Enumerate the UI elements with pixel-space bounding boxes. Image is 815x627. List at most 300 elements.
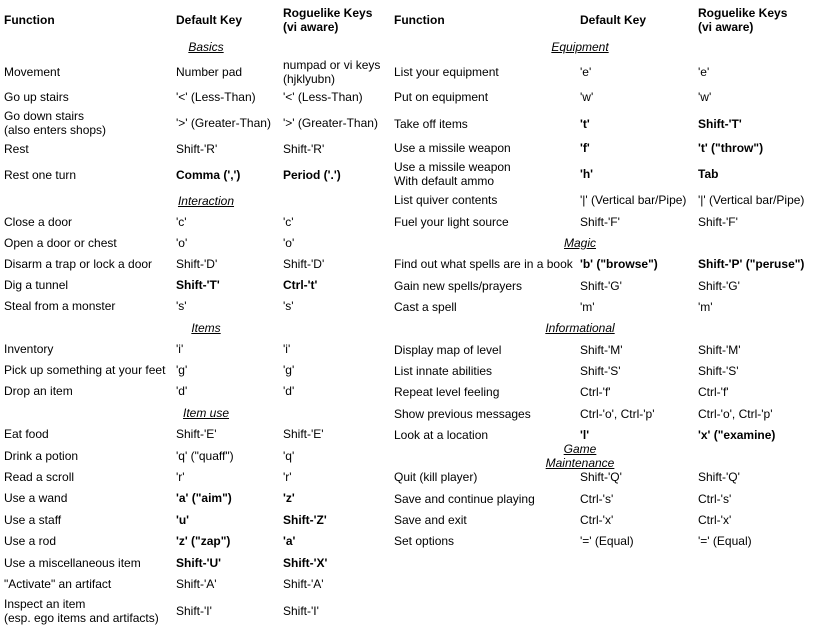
section-title: Equipment [551,39,609,54]
cell-text: numpad or vi keys [283,57,381,72]
cell-text: 'g' [176,363,188,377]
cell-text: Shift-'M' [580,343,623,357]
cell-text: Number pad [176,64,243,79]
table-row [0,360,390,380]
cell-text: Display map of level [394,343,502,357]
table-row [0,531,390,551]
table-row [0,381,390,401]
section-heading [390,40,815,53]
default-key-cell [580,4,646,36]
default-key-cell [176,296,187,316]
cell-text: 'a' [283,534,296,548]
cell-text: Default Key [176,13,243,27]
roguelike-key-cell [283,57,380,86]
cell-text: Shift-'E' [283,427,324,441]
roguelike-key-cell [283,552,327,573]
default-key-cell [580,531,634,551]
table-row [0,275,390,295]
function-cell [394,4,445,36]
roguelike-key-cell [283,381,294,401]
section-title: Items [191,321,221,335]
cell-text: 'o' [176,235,188,250]
default-key-cell [176,162,240,187]
default-key-cell [176,233,187,252]
cell-text: Shift-'R' [283,141,325,156]
default-key-cell [176,275,220,295]
cell-text: Shift-'Q' [580,470,622,484]
cell-text: Dig a tunnel [4,278,69,292]
cell-text: Ctrl-'x' [580,513,614,527]
cell-text: Ctrl-'o', Ctrl-'p' [698,406,773,421]
table-row [0,108,390,138]
table-row [390,403,815,424]
table-row [0,162,390,187]
function-cell [4,212,72,231]
cell-text: Inspect an item [4,596,86,611]
cell-text: '>' (Greater-Than) [283,116,378,130]
function-cell [4,162,76,187]
function-cell [4,296,115,316]
function-cell [394,57,499,86]
roguelike-key-cell [283,275,317,295]
cell-text: Cast a spell [394,300,457,314]
cell-text: Shift-'I' [176,603,212,618]
cell-text: Ctrl-'t' [283,278,318,292]
roguelike-key-cell [283,531,295,551]
section-title: Interaction [177,193,235,208]
roguelike-key-cell [698,4,787,36]
cell-text: Period ('.') [283,167,341,182]
roguelike-key-cell [283,360,294,380]
roguelike-key-cell [283,212,294,231]
table-row [0,212,390,231]
cell-text: 'e' [698,64,710,79]
cell-text: '<' (Less-Than) [176,90,256,104]
cell-text: Close a door [4,214,73,229]
default-key-cell [580,340,623,360]
default-key-cell [580,253,658,275]
default-key-cell [176,488,232,508]
roguelike-key-cell [283,339,290,359]
roguelike-key-cell [283,488,295,508]
section-heading [390,441,815,470]
cell-text: Quit (kill player) [394,470,478,484]
function-cell [4,424,49,444]
function-cell [4,57,60,86]
default-key-cell [176,339,183,359]
function-cell [4,574,111,594]
cell-text: Pick up something at your feet [4,363,166,377]
default-key-cell [580,113,590,134]
cell-text: 'u' [176,512,190,527]
cell-text: '|' (Vertical bar/Pipe) [580,193,687,207]
roguelike-key-cell [283,296,294,316]
cell-text: Ctrl-'s' [698,491,732,506]
table-row [390,531,815,551]
cell-text: 't' ("throw") [698,141,764,155]
function-cell [4,445,78,466]
roguelike-key-cell [283,424,324,444]
function-cell [394,467,477,487]
cell-text: '|' (Vertical bar/Pipe) [698,193,805,207]
cell-text: 'f' [580,141,590,155]
function-cell [394,253,573,275]
cell-text: 'i' [283,342,291,356]
roguelike-key-cell [283,108,378,138]
cell-text: Show previous messages [394,406,531,421]
table-row [0,57,390,86]
cell-text: '=' (Equal) [580,534,634,548]
cell-text: Take off items [394,116,468,131]
function-cell [394,510,467,530]
cell-text: (vi aware) [698,20,754,34]
table-row [0,574,390,594]
table-row [390,382,815,402]
cell-text: 'z' [283,491,295,505]
section-heading [0,40,390,53]
default-key-cell [176,509,189,530]
cell-text: 'd' [176,384,188,398]
table-row [0,467,390,487]
cell-text: Shift-'I' [283,603,319,618]
table-row [0,595,390,626]
cell-text: "Activate" an artifact [4,577,112,591]
roguelike-key-cell [283,254,324,274]
cell-text: 'i' [176,342,184,356]
cell-text: 'b' ("browse") [580,257,658,271]
cell-text: (also enters shops) [4,123,107,137]
cell-text: (esp. ego items and artifacts) [4,610,159,625]
default-key-cell [580,382,611,402]
cell-text: Ctrl-'x' [698,513,732,527]
default-key-cell [580,488,613,509]
cell-text: Use a staff [4,512,62,527]
cell-text: Set options [394,534,455,548]
cell-text: Function [394,13,445,27]
default-key-cell [176,360,187,380]
default-key-cell [580,467,622,487]
table-row [390,297,815,317]
function-cell [394,382,499,402]
cell-text: List your equipment [394,64,499,79]
cell-text: Ctrl-'f' [698,385,729,399]
table-row [390,138,815,158]
roguelike-key-cell [283,233,294,252]
cell-text: 'c' [283,214,294,229]
table-row [390,361,815,381]
table-row [390,113,815,134]
function-cell [394,340,501,360]
roguelike-key-cell [698,403,773,424]
roguelike-key-cell [698,113,742,134]
default-key-cell [176,57,242,86]
default-key-cell [176,574,217,594]
section-heading [0,404,390,422]
default-key-cell [580,211,620,232]
cell-text: Disarm a trap or lock a door [4,257,153,271]
roguelike-key-cell [283,87,363,107]
section-heading [0,192,390,209]
cell-text: Shift-'D' [283,257,325,271]
function-cell [4,531,56,551]
table-row [0,233,390,252]
cell-text: (vi aware) [283,20,339,34]
roguelike-key-cell [283,467,292,487]
cell-text: '>' (Greater-Than) [176,116,271,130]
function-cell [394,276,522,296]
default-key-cell [176,552,221,573]
cell-text: Shift-'F' [698,214,738,229]
table-row [0,296,390,316]
cell-text: Shift-'T' [176,278,220,292]
default-key-cell [176,254,217,274]
roguelike-key-cell [283,445,294,466]
function-cell [4,467,74,487]
cell-text: Shift-'G' [580,279,622,293]
table-row [0,87,390,107]
table-row [0,445,390,466]
default-key-cell [176,445,234,466]
table-row [390,467,815,487]
roguelike-key-cell [698,160,718,188]
cell-text: Gain new spells/prayers [394,279,523,293]
section-heading [390,320,815,336]
cell-text: Use a rod [4,534,57,548]
function-cell [394,361,492,381]
roguelike-key-cell [283,162,341,187]
default-key-cell [580,138,590,158]
cell-text: Shift-'P' ("peruse") [698,257,805,271]
function-cell [4,552,141,573]
cell-text: 's' [283,299,294,313]
cell-text: 'o' [283,235,295,250]
function-cell [4,254,152,274]
roguelike-key-cell [283,595,319,626]
cell-text: Save and exit [394,513,467,527]
default-key-cell [176,87,256,107]
table-row [0,552,390,573]
cell-text: Go down stairs [4,109,85,123]
function-cell [394,211,509,232]
cell-text: 'g' [283,363,295,377]
roguelike-key-cell [698,361,739,381]
cell-text: 't' [580,116,590,131]
cell-text: 'q' [283,448,295,463]
function-cell [394,488,535,509]
cell-text: Inventory [4,342,54,356]
default-key-cell [580,510,613,530]
cell-text: Fuel your light source [394,214,509,229]
table-row [390,253,815,275]
default-key-cell [580,403,655,424]
default-key-cell [580,297,595,317]
cell-text: Shift-'D' [176,257,218,271]
cell-text: Shift-'S' [698,364,739,378]
cell-text: Steal from a monster [4,299,116,313]
default-key-cell [580,361,621,381]
cell-text: Shift-'S' [580,364,621,378]
cell-text: Drink a potion [4,448,79,463]
roguelike-key-cell [698,190,804,210]
cell-text: Shift-'Z' [283,512,327,527]
roguelike-key-cell [698,340,741,360]
cell-text: Default Key [580,13,647,27]
table-row [390,190,815,210]
cell-text: Shift-'F' [580,214,620,229]
roguelike-key-cell [283,509,327,530]
roguelike-key-cell [698,467,740,487]
cell-text: Use a missile weapon [394,160,511,174]
roguelike-key-cell [698,510,731,530]
roguelike-key-cell [698,297,713,317]
cell-text: Save and continue playing [394,491,535,506]
table-row [0,339,390,359]
default-key-cell [580,160,593,188]
function-cell [4,360,165,380]
table-row [390,340,815,360]
cell-text: Use a missile weapon [394,141,511,155]
cell-text: 'z' ("zap") [176,534,231,548]
cell-text: 'd' [283,384,295,398]
default-key-cell [176,139,217,158]
cell-text: Go up stairs [4,90,69,104]
function-cell [4,595,159,626]
cell-text: Roguelike Keys [283,6,373,20]
section-title: Magic [564,236,597,250]
table-row [390,510,815,530]
table-row [390,57,815,86]
function-cell [4,233,117,252]
roguelike-key-cell [698,253,804,275]
function-cell [394,403,531,424]
roguelike-key-cell [283,574,324,594]
function-cell [4,139,29,158]
table-row [390,87,815,107]
default-key-cell [176,467,185,487]
default-key-cell [176,424,217,444]
cell-text: 'r' [283,470,292,484]
cell-text: '<' (Less-Than) [283,90,363,104]
cell-text: 's' [176,299,187,313]
default-key-cell [176,212,187,231]
table-row [390,160,815,188]
cell-text: 'e' [580,64,592,79]
cell-text: List innate abilities [394,364,493,378]
table-header-row [0,4,390,36]
cell-text: Shift-'A' [176,577,217,591]
table-row [0,509,390,530]
section-heading [390,236,815,250]
table-row [0,139,390,158]
cell-text: 'w' [580,90,594,104]
cell-text: List quiver contents [394,193,498,207]
function-cell [394,138,511,158]
cell-text: Roguelike Keys [698,6,788,20]
cell-text: Shift-'R' [176,141,218,156]
section-title: Basics [188,39,224,54]
roguelike-key-cell [698,87,711,107]
cell-text: Find out what spells are in a book [394,257,573,271]
function-cell [394,113,468,134]
cell-text: Shift-'E' [176,427,217,441]
cell-text: Eat food [4,427,49,441]
function-cell [394,531,454,551]
cell-text: 'x' ("examine) [698,427,776,442]
table-row [390,211,815,232]
table-row [390,488,815,509]
cell-text: '=' (Equal) [698,534,752,548]
default-key-cell [580,57,591,86]
cell-text: Shift-'A' [283,577,324,591]
cell-text: Open a door or chest [4,235,117,250]
default-key-cell [176,531,230,551]
cell-text: Ctrl-'s' [580,491,614,506]
default-key-cell [176,595,212,626]
cell-text: Repeat level feeling [394,385,500,399]
default-key-cell [580,276,622,296]
cell-text: Shift-'T' [698,116,742,131]
roguelike-key-cell [698,57,709,86]
cell-text: Shift-'M' [698,343,741,357]
cell-text: Shift-'U' [176,555,222,570]
function-cell [4,339,53,359]
function-cell [4,108,106,138]
default-key-cell [176,108,271,138]
roguelike-key-cell [698,276,740,296]
roguelike-key-cell [283,4,372,36]
cell-text: Rest one turn [4,167,77,182]
cell-text: Put on equipment [394,90,489,104]
roguelike-key-cell [698,138,763,158]
roguelike-key-cell [698,531,752,551]
function-cell [394,87,488,107]
cell-text: Shift-'Q' [698,470,740,484]
cell-text: Rest [4,141,29,156]
function-cell [4,4,55,36]
cell-text: Comma (',') [176,167,241,182]
cell-text: Shift-'G' [698,279,740,293]
default-key-cell [580,190,686,210]
cell-text: Tab [698,167,719,181]
cell-text: 'q' ("quaff") [176,448,234,463]
cell-text: 'm' [580,300,595,314]
section-title: Item use [182,406,230,420]
cell-text: Read a scroll [4,470,75,484]
default-key-cell [176,381,187,401]
section-title: Game Maintenance [545,441,615,470]
cell-text: 'c' [176,214,187,229]
function-cell [4,488,67,508]
table-row [390,276,815,296]
cell-text: Look at a location [394,427,489,442]
roguelike-key-cell [283,139,324,158]
function-cell [4,87,69,107]
cell-text: Movement [4,64,61,79]
cell-text: With default ammo [394,174,495,188]
roguelike-key-cell [698,424,775,445]
table-row [0,488,390,508]
table-row [0,424,390,444]
cell-text: Shift-'X' [283,555,328,570]
function-cell [394,297,457,317]
default-key-cell [176,4,242,36]
cell-text: Drop an item [4,384,73,398]
roguelike-key-cell [698,211,738,232]
function-cell [4,509,61,530]
section-heading [0,319,390,337]
function-cell [4,275,68,295]
cell-text: 'r' [176,470,185,484]
